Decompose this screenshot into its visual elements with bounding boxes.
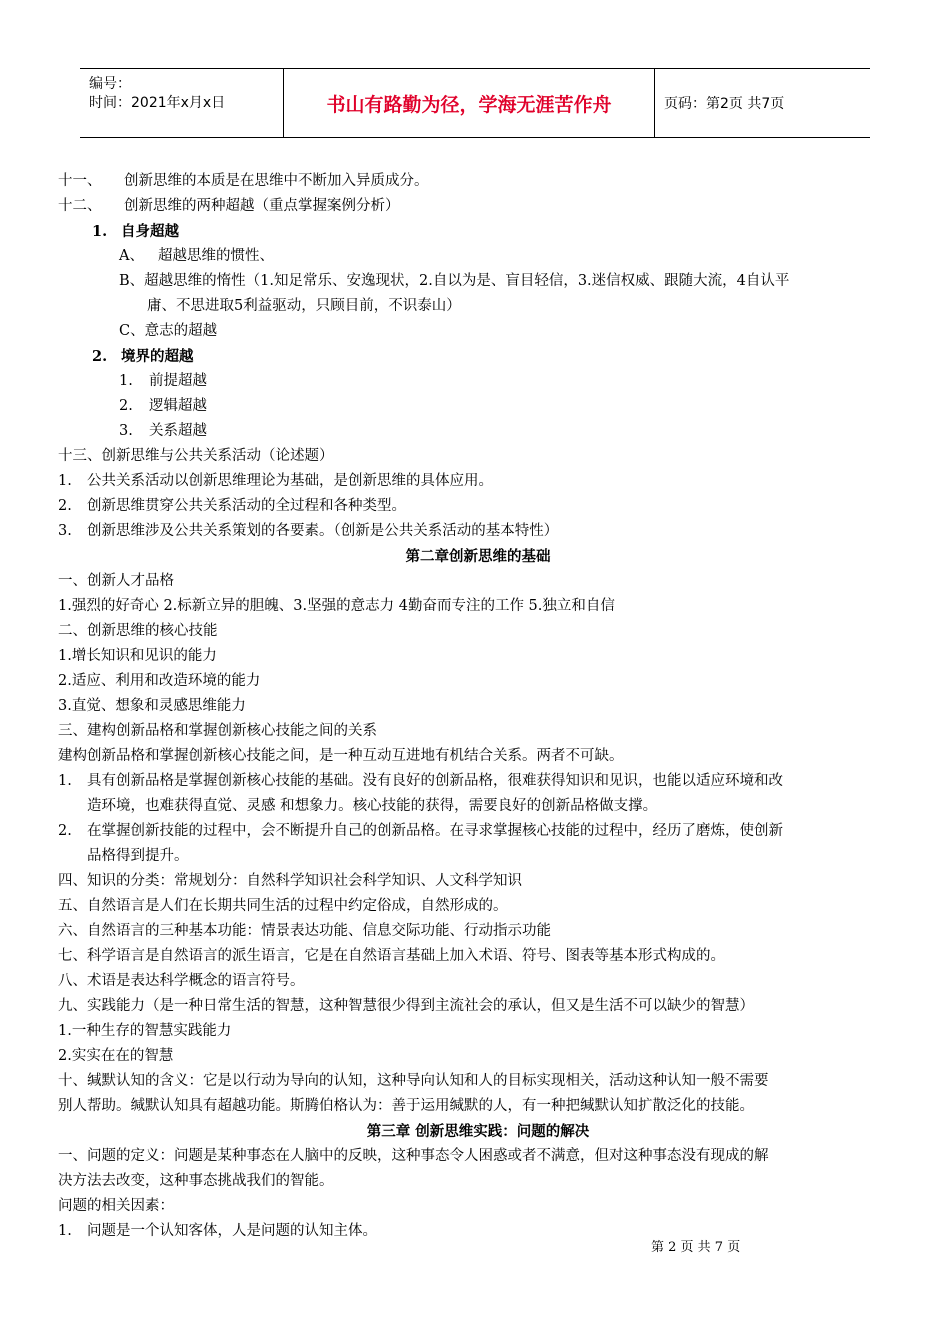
text-line [58,319,898,344]
line-text: 造环境，也难获得直觉、灵感 和想象力。核心技能的获得，需要良好的创新品格做支撑。 [87,798,658,814]
text-line: 六、自然语言的三种基本功能：情景表达功能、信息交际功能、行动指示功能 [58,923,551,939]
line-text: 创新思维贯穿公共关系活动的全过程和各种类型。 [87,498,406,514]
line-text: 十三、创新思维与公共关系活动（论述题） [58,448,334,464]
line-number: 十二、 [58,198,102,214]
line-text: 逻辑超越 [149,398,207,414]
line-number: 3. [119,423,133,439]
text-line [58,369,898,394]
text-line: 1.增长知识和见识的能力 [58,648,217,664]
line-number: 十一、 [58,173,102,189]
text-line: 二、创新思维的核心技能 [58,623,218,639]
line-number: 2. [92,348,108,365]
text-line: 2.实实在在的智慧 [58,1048,174,1064]
header-meta-cell [80,69,284,137]
line-text: 超越思维的惯性、 [158,248,274,264]
header-motto: 书山有路勤为径，学海无涯苦作舟 [284,69,655,137]
line-text: 关系超越 [149,423,207,439]
text-line: 3.直觉、想象和灵感思维能力 [58,698,246,714]
text-line [58,194,898,219]
line-text: 具有创新品格是掌握创新核心技能的基础。没有良好的创新品格，很难获得知识和见识，也能以适应环境和改 [87,773,783,789]
line-text: 问题是一个认知客体，人是问题的认知主体。 [87,1223,377,1239]
line-number: 3. [58,523,72,539]
page-footer: 第 2 页 共 7 页 [651,1240,741,1255]
text-line [58,494,898,519]
text-line: 三、建构创新品格和掌握创新核心技能之间的关系 [58,723,377,739]
text-line: 1.强烈的好奇心 2.标新立异的胆魄、3.坚强的意志力 4勤奋而专注的工作 5.独立和自信 [58,598,615,614]
line-text: 境界的超越 [121,348,194,365]
text-line: 问题的相关因素： [58,1198,174,1214]
text-line: 建构创新品格和掌握创新核心技能之间，是一种互动互进地有机结合关系。两者不可缺。 [58,748,624,764]
line-number: 2. [119,398,133,414]
text-line: 一、创新人才品格 [58,573,174,589]
line-text: 创新思维的本质是在思维中不断加入异质成分。 [124,173,429,189]
text-line [58,169,898,194]
text-line [58,819,898,844]
line-text: 创新思维涉及公共关系策划的各要素。（创新是公共关系活动的基本特性） [87,523,559,539]
text-line [58,794,898,819]
line-number: 1. [58,473,72,489]
text-line: 决方法去改变，这种事态挑战我们的智能。 [58,1173,334,1189]
line-text: 在掌握创新技能的过程中，会不断提升自己的创新品格。在寻求掌握核心技能的过程中，经历了磨炼，使创新 [87,823,783,839]
line-number: 2. [58,498,72,514]
text-line: 五、自然语言是人们在长期共同生活的过程中约定俗成，自然形成的。 [58,898,508,914]
time-label: 时间：2021年x月x日 [89,95,226,111]
text-line [58,419,898,444]
text-line: 七、科学语言是自然语言的派生语言，它是在自然语言基础上加入术语、符号、图表等基本形式构成的。 [58,948,725,964]
text-line [58,519,898,544]
text-line: 1.一种生存的智慧实践能力 [58,1023,232,1039]
text-line: 九、实践能力（是一种日常生活的智慧，这种智慧很少得到主流社会的承认，但又是生活不可以缺少的智慧） [58,998,754,1014]
text-line [58,244,898,269]
text-line [58,469,898,494]
text-line [58,444,898,469]
chapter-title: 第三章 创新思维实践：问题的解决 [366,1123,590,1140]
line-text: 创新思维的两种超越（重点掌握案例分析） [124,198,400,214]
line-number: 1. [58,773,72,789]
text-line [58,769,898,794]
text-line [58,1219,898,1244]
text-line [58,294,898,319]
chapter-title: 第二章创新思维的基础 [405,548,551,565]
text-line [58,269,898,294]
text-line: 八、术语是表达科学概念的语言符号。 [58,973,305,989]
line-number: 1. [92,223,108,240]
page-header [80,68,870,138]
text-line [58,394,898,419]
text-line: 十、缄默认知的含义：它是以行动为导向的认知，这种导向认知和人的目标实现相关，活动这种认知一般不需要 [58,1073,769,1089]
line-number: 1. [58,1223,72,1239]
line-number: A、 [119,248,144,264]
line-text: 自身超越 [121,223,179,240]
text-line [58,844,898,869]
line-text: 庸、不思进取5利益驱动，只顾目前，不识泰山） [147,298,461,314]
document-body [58,169,898,1244]
line-text: B、超越思维的惰性（1.知足常乐、安逸现状，2.自以为是、盲目轻信，3.迷信权威、跟随大流，4自认平 [119,273,790,289]
line-text: C、意志的超越 [119,323,218,339]
line-number: 2. [58,823,72,839]
code-label: 编号： [89,76,131,92]
line-text: 公共关系活动以创新思维理论为基础，是创新思维的具体应用。 [87,473,493,489]
section-heading [58,219,898,244]
text-line: 2.适应、利用和改造环境的能力 [58,673,261,689]
line-number: 1. [119,373,133,389]
text-line: 一、问题的定义：问题是某种事态在人脑中的反映，这种事态令人困惑或者不满意，但对这种事态没有现成的解 [58,1148,769,1164]
text-line: 四、知识的分类：常规划分：自然科学知识社会科学知识、人文科学知识 [58,873,522,889]
line-text: 品格得到提升。 [87,848,189,864]
text-line: 别人帮助。缄默认知具有超越功能。斯腾伯格认为：善于运用缄默的人，有一种把缄默认知扩散泛化的技能。 [58,1098,754,1114]
header-page-label: 页码：第2页 共7页 [664,96,785,112]
line-text: 前提超越 [149,373,207,389]
section-heading [58,344,898,369]
